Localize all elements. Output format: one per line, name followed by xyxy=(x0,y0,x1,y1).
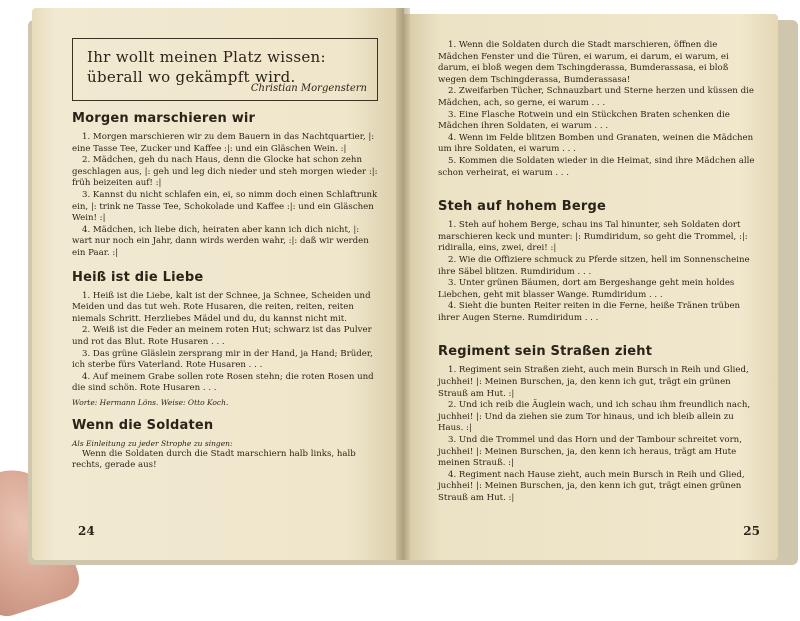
verse: 3. Und die Trommel und das Horn und der Tambour schreitet vorn, juchhei! |: Meinen Burschen, ja, den kenn ich heraus, trägt am Hute meinen Strauß. :| xyxy=(438,435,742,469)
song-title: Regiment sein Straßen zieht xyxy=(438,344,653,360)
verse: 1. Regiment sein Straßen zieht, auch mein Bursch in Reih und Glied, juchhei! |: Meinen Burschen, ja, den kenn ich gut, trägt ein grünen Strauß am Hut. :| xyxy=(438,365,749,399)
page-number: 24 xyxy=(78,524,95,538)
verse: Wenn die Soldaten durch die Stadt marschiern halb links, halb rechts, gerade aus! xyxy=(72,448,356,471)
verse: 4. Sieht die bunten Reiter reiten in die Ferne, heiße Tränen trüben ihrer Augen Sterne. Rumdiridum . . . xyxy=(438,301,741,323)
song-title: Morgen marschieren wir xyxy=(72,111,256,126)
quote-author: Christian Morgenstern xyxy=(250,83,367,94)
right-page xyxy=(402,14,778,560)
song-title: Heiß ist die Liebe xyxy=(72,269,204,285)
verse: 4. Regiment nach Hause zieht, auch mein Bursch in Reih und Glied, juchhei! |: Meinen Burschen, ja, den kenn ich gut, trägt einen grünen Strauß am Hut. :| xyxy=(438,469,745,503)
verse: 1. Steh auf hohem Berge, schau ins Tal hinunter, seh Soldaten dort marschieren keck und munter: |: Rumdiridum, so geht die Trommel, :|: ridiralla, eins, zwei, drei! :| xyxy=(438,220,748,254)
verse: 1. Morgen marschieren wir zu dem Bauern in das Nachtquartier, |: eine Tasse Tee, Zucker und Kaffee :|: und ein Gläschen Wein. :| xyxy=(72,132,375,154)
verse: 5. Kommen die Soldaten wieder in die Heimat, sind ihre Mädchen alle schon verheirat, ei warum . . . xyxy=(438,155,755,178)
page-number: 25 xyxy=(743,524,760,538)
verse: 2. Mädchen, geh du nach Haus, denn die Glocke hat schon zehn geschlagen aus, |: geh und leg dich nieder und steh morgen wieder :|: früh beizeiten auf! :| xyxy=(72,155,378,189)
song-regiment xyxy=(438,344,758,504)
verse: 1. Wenn die Soldaten durch die Stadt marschieren, öffnen die Mädchen Fenster und die Türen, ei warum, ei darum, ei warum, ei darum, ei bloß wegen dem Tschingderassa, Bumderassasa, ei bloß wegen dem Tschingderassa, Bumderassasa! xyxy=(438,40,729,85)
verse: 3. Unter grünen Bäumen, dort am Bergeshange geht mein holdes Liebchen, geht mit blasser Wange. Rumdiridum . . . xyxy=(438,278,735,300)
left-page xyxy=(32,8,404,560)
song-title: Wenn die Soldaten xyxy=(72,417,214,433)
verse: 3. Eine Flasche Rotwein und ein Stückchen Braten schenken die Mädchen ihren Soldaten, ei warum . . . xyxy=(438,109,730,132)
song-intro: Als Einleitung zu jeder Strophe zu singen: xyxy=(72,438,233,448)
verse: 2. Wie die Offiziere schmuck zu Pferde sitzen, hell im Sonnenscheine ihre Säbel blitzen. Rumdiridum . . . xyxy=(438,254,750,277)
verse: 2. Zweifarben Tücher, Schnauzbart und Sterne herzen und küssen die Mädchen, ach, so gerne, ei warum . . . xyxy=(438,86,754,108)
song-soldaten-continued xyxy=(438,40,758,179)
verse: 3. Das grüne Gläslein zersprang mir in der Hand, ja Hand; Brüder, ich sterbe fürs Vaterland. Rote Husaren . . . xyxy=(72,348,373,371)
song-title: Steh auf hohem Berge xyxy=(438,199,606,215)
song-credits: Worte: Hermann Löns. Weise: Otto Koch. xyxy=(72,397,229,407)
book-gutter xyxy=(396,8,410,560)
quote-text: Ihr wollt meinen Platz wissen: überall wo gekämpft wird. xyxy=(87,48,326,86)
verse: 2. Und ich reib die Äuglein wach, und ich schau ihm freundlich nach, juchhei! |: Und da ziehen sie zum Tor hinaus, und ich bleib allein zu Haus. :| xyxy=(438,400,751,434)
song-morgen xyxy=(72,111,378,260)
verse: 2. Weiß ist die Feder an meinem roten Hut; schwarz ist das Pulver und rot das Blut. Rote Husaren . . . xyxy=(72,325,372,347)
song-soldaten xyxy=(72,418,378,472)
song-berge xyxy=(438,199,758,324)
verse: 3. Kannst du nicht schlafen ein, ei, so nimm doch einen Schlaftrunk ein, |: trink ne Tasse Tee, Schokolade und Kaffee :|: und ein Gläschen Wein! :| xyxy=(72,189,378,224)
verse: 4. Mädchen, ich liebe dich, heiraten aber kann ich dich nicht, |: wart nur noch ein Jahr, dann wirds werden wahr, :|: daß wir werden ein Paar. :| xyxy=(72,224,369,258)
quote-box xyxy=(72,38,378,101)
verse: 1. Heiß ist die Liebe, kalt ist der Schnee, ja Schnee, Scheiden und Meiden und das tut weh. Rote Husaren, die reiten, reiten, reiten niemals Schritt. Herzliebes Mädel und du, du kannst nicht mit. xyxy=(72,290,371,324)
song-heiss xyxy=(72,270,378,408)
verse: 4. Wenn im Felde blitzen Bomben und Granaten, weinen die Mädchen um ihre Soldaten, ei warum . . . xyxy=(438,132,754,155)
verse: 4. Auf meinem Grabe sollen rote Rosen stehn; die roten Rosen und die sind schön. Rote Husaren . . . xyxy=(72,371,374,394)
